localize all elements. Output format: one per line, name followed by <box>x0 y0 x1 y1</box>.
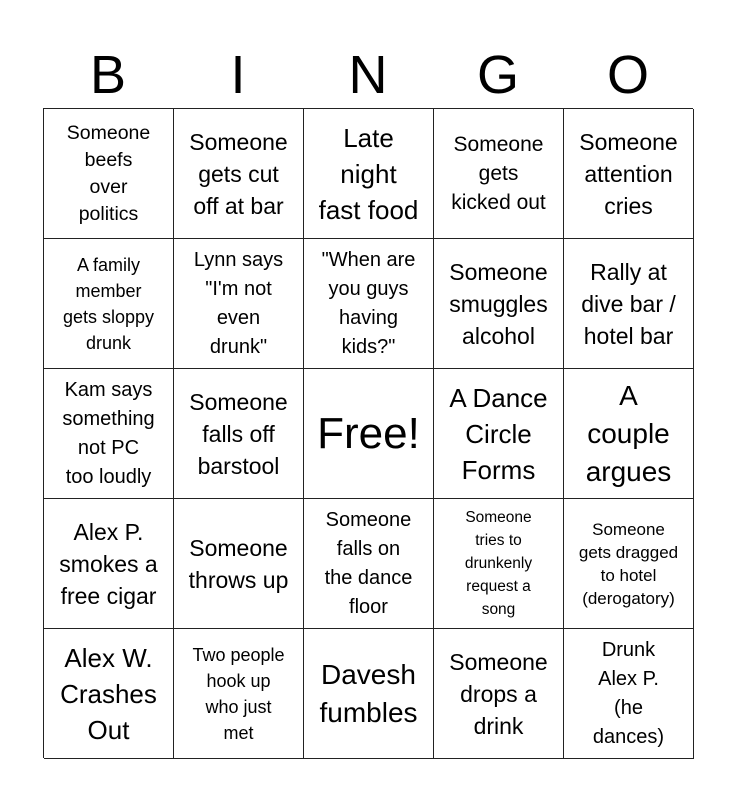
cell-text: Someone attention cries <box>579 128 678 219</box>
bingo-cell-r4c3[interactable] <box>304 499 434 629</box>
bingo-cell-r1c4[interactable] <box>434 109 564 239</box>
cell-text: Drunk Alex P. (he dances) <box>592 638 665 748</box>
bingo-cell-r4c5[interactable] <box>564 499 694 629</box>
cell-text: Two people hook up who just met <box>192 644 285 743</box>
bingo-cell-r1c2[interactable] <box>174 109 304 239</box>
header-letter-g: G <box>476 45 519 105</box>
header-letter-o: O <box>606 45 649 105</box>
cell-text: Someone falls off barstool <box>189 388 288 479</box>
cell-text: "When are you guys having kids?" <box>321 248 416 358</box>
cell-text: Someone beefs over politics <box>66 121 151 225</box>
bingo-cell-r1c1[interactable] <box>44 109 174 239</box>
bingo-cell-r5c1[interactable] <box>44 629 174 759</box>
cell-text: Someone gets dragged to hotel (derogatory) <box>578 519 679 608</box>
bingo-cell-r2c4[interactable] <box>434 239 564 369</box>
bingo-cell-r5c5[interactable] <box>564 629 694 759</box>
bingo-board <box>43 108 693 758</box>
bingo-cell-r1c3[interactable] <box>304 109 434 239</box>
cell-text: Lynn says "I'm not even drunk" <box>193 248 284 358</box>
bingo-cell-r3c5[interactable] <box>564 369 694 499</box>
header-letter-n: N <box>348 45 388 105</box>
bingo-cell-r4c2[interactable] <box>174 499 304 629</box>
bingo-cell-r5c4[interactable] <box>434 629 564 759</box>
cell-text: Rally at dive bar / hotel bar <box>581 258 676 349</box>
cell-text: Someone gets cut off at bar <box>189 128 288 219</box>
bingo-cell-r2c3[interactable] <box>304 239 434 369</box>
cell-text: Kam says something not PC too loudly <box>62 378 155 488</box>
cell-text: Alex P. smokes a free cigar <box>59 518 158 609</box>
cell-text: A family member gets sloppy drunk <box>62 254 155 353</box>
cell-text: A Dance Circle Forms <box>449 382 548 485</box>
header-letter-b: B <box>89 45 127 105</box>
cell-text: Davesh fumbles <box>319 658 418 728</box>
cell-text: Alex W. Crashes Out <box>60 642 157 745</box>
cell-text: Someone smuggles alcohol <box>449 258 548 349</box>
bingo-header <box>43 42 693 108</box>
bingo-cell-r2c1[interactable] <box>44 239 174 369</box>
cell-text: Someone falls on the dance floor <box>324 508 413 618</box>
header-letter-i: I <box>230 45 246 105</box>
cell-text: Someone gets kicked out <box>451 133 546 214</box>
cell-text: Someone drops a drink <box>449 648 548 739</box>
bingo-cell-r4c1[interactable] <box>44 499 174 629</box>
cell-text: A couple argues <box>585 379 672 487</box>
bingo-cell-r3c4[interactable] <box>434 369 564 499</box>
bingo-cell-r3c1[interactable] <box>44 369 174 499</box>
bingo-cell-r3c2[interactable] <box>174 369 304 499</box>
bingo-cell-r4c4[interactable] <box>434 499 564 629</box>
cell-text: Late night fast food <box>318 122 419 225</box>
bingo-cell-r2c5[interactable] <box>564 239 694 369</box>
free-space-text: Free! <box>317 408 420 458</box>
bingo-cell-r5c3[interactable] <box>304 629 434 759</box>
bingo-cell-r1c5[interactable] <box>564 109 694 239</box>
bingo-cell-r3c3-free[interactable] <box>304 369 434 499</box>
bingo-cell-r5c2[interactable] <box>174 629 304 759</box>
cell-text: Someone throws up <box>188 534 289 593</box>
cell-text: Someone tries to drunkenly request a song <box>464 509 533 618</box>
bingo-cell-r2c2[interactable] <box>174 239 304 369</box>
